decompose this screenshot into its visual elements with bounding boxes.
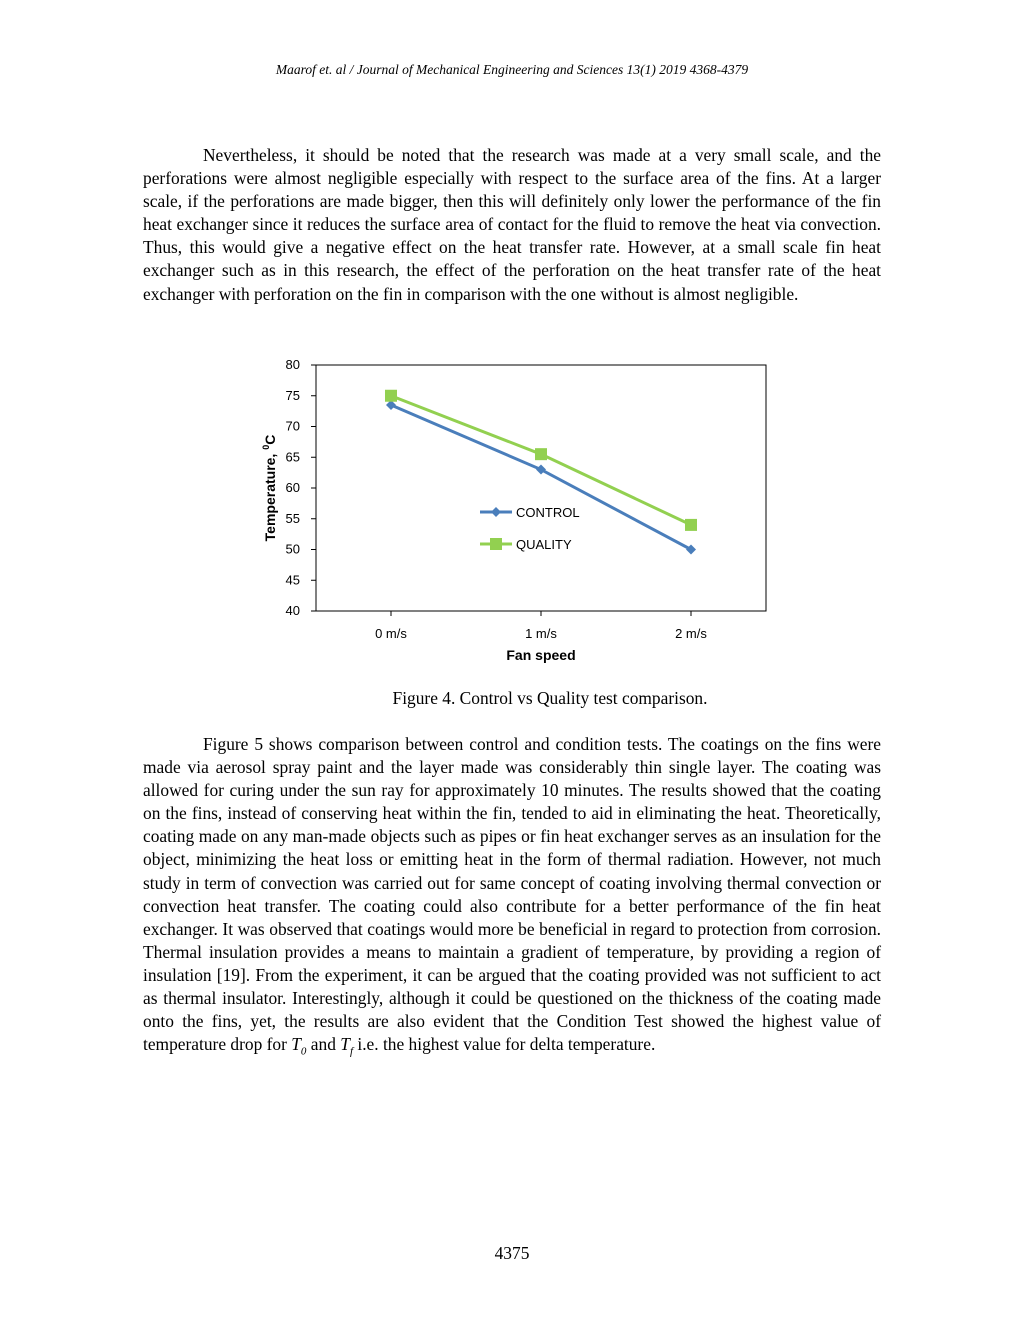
y-tick-label: 65 xyxy=(285,449,300,465)
paragraph-1-text: Nevertheless, it should be noted that the research was made at a very small scale, and the perforations were almost negligible especially with respect to the surface area of the fins. At a larger scale, if the perforations are made bigger, then this will definitely only lower the performance of the fin heat exchanger since it reduces the surface area of contact for the fluid to remove the heat via convection. Thus, this would give a negative effect on the heat transfer rate. However, at a small scale fin heat exchanger such as in this research, the effect of the perforation on the heat transfer rate of the heat exchanger with perforation on the fin in comparison with the one without is almost negligible. xyxy=(143,145,881,304)
figure-caption: Figure 4. Control vs Quality test comparison. xyxy=(392,688,708,708)
var-t-f: $T_f$ xyxy=(340,1034,353,1058)
x-tick-label: 2 m/s xyxy=(675,626,707,641)
y-tick-label: 45 xyxy=(285,572,300,588)
plot-area xyxy=(316,365,766,611)
body-paragraph-2: Figure 5 shows comparison between control and condition tests. The coatings on the fins were made via aerosol spray paint and the layer made was considerably thin single layer. The coating was allowed for curing under the sun ray for approximately 10 minutes. The results showed that the coating on the fins, instead of conserving heat within the fin, tended to aid in eliminating the heat. Theoretically, coating made on any man-made objects such as pipes or fin heat exchanger serves as an insulation for the object, minimizing the heat loss or emitting heat in the form of thermal radiation. However, not much study in term of convection was carried out for same concept of coating involving thermal convection or convection heat transfer. The coating could also contribute for a better performance of the fin heat exchanger. It was observed that coatings would more be beneficial in regard to protection from corrosion. Thermal insulation provides a means to maintain a gradient of temperature, by providing a region of insulation [19]. From the experiment, it can be argued that the coating provided was not sufficient to act as thermal insulator. Interestingly, although it could be questioned on the thickness of the coating made onto the fins, yet, the results are also evident that the Condition Test showed the highest value of temperature drop for $T_0$ and $T_f$ i.e. the highest value for delta temperature. xyxy=(143,734,881,1058)
y-tick-label: 50 xyxy=(285,541,300,557)
y-tick-label: 75 xyxy=(285,387,300,403)
y-tick-label: 80 xyxy=(285,357,300,372)
running-header: Maarof et. al / Journal of Mechanical Engineering and Sciences 13(1) 2019 4368-4379 xyxy=(275,62,749,77)
x-axis-label: Fan speed xyxy=(506,647,576,663)
data-point-quality xyxy=(535,448,547,460)
y-tick-label: 70 xyxy=(285,418,300,434)
line-chart xyxy=(255,352,775,672)
legend-label: QUALITY xyxy=(516,537,572,552)
y-tick-label: 55 xyxy=(285,510,300,526)
var-t-zero: $T_0$ xyxy=(291,1034,307,1058)
legend-label: CONTROL xyxy=(516,505,580,520)
x-axis-ticks xyxy=(375,611,707,641)
page-number: 4375 xyxy=(494,1243,530,1263)
y-tick-label: 40 xyxy=(285,603,300,618)
y-axis-label: Temperature, $^0$C xyxy=(261,434,278,542)
x-tick-label: 0 m/s xyxy=(375,626,407,641)
y-axis-ticks xyxy=(286,357,316,618)
body-paragraph-1 xyxy=(143,144,881,306)
paragraph-2-text: Figure 5 shows comparison between control and condition tests. The coatings on the fins were made via aerosol spray paint and the layer made was considerably thin single layer. The coating was allowed for curing under the sun ray for approximately 10 minutes. The results showed that the coating on the fins, instead of conserving heat within the fin, tended to aid in eliminating the heat. Theoretically, coating made on any man-made objects such as pipes or fin heat exchanger serves as an insulation for the object, minimizing the heat loss or emitting heat in the form of thermal radiation. However, not much study in term of convection was carried out for same concept of coating involving thermal convection or convection heat transfer. The coating could also contribute for a better performance of the fin heat exchanger. It was observed that coatings would more be beneficial in regard to protection from corrosion. Thermal insulation provides a means to maintain a gradient of temperature, by providing a region of insulation [19]. From the experiment, it can be argued that the coating provided was not sufficient to act as thermal insulator. Interestingly, although it could be questioned on the thickness of the coating made onto the fins, yet, the results are also evident that the Condition Test showed the highest value of temperature drop for xyxy=(143,734,881,1055)
legend-marker xyxy=(490,538,502,550)
data-point-quality xyxy=(685,519,697,531)
data-point-quality xyxy=(385,390,397,402)
x-tick-label: 1 m/s xyxy=(525,626,557,641)
y-tick-label: 60 xyxy=(285,480,300,495)
